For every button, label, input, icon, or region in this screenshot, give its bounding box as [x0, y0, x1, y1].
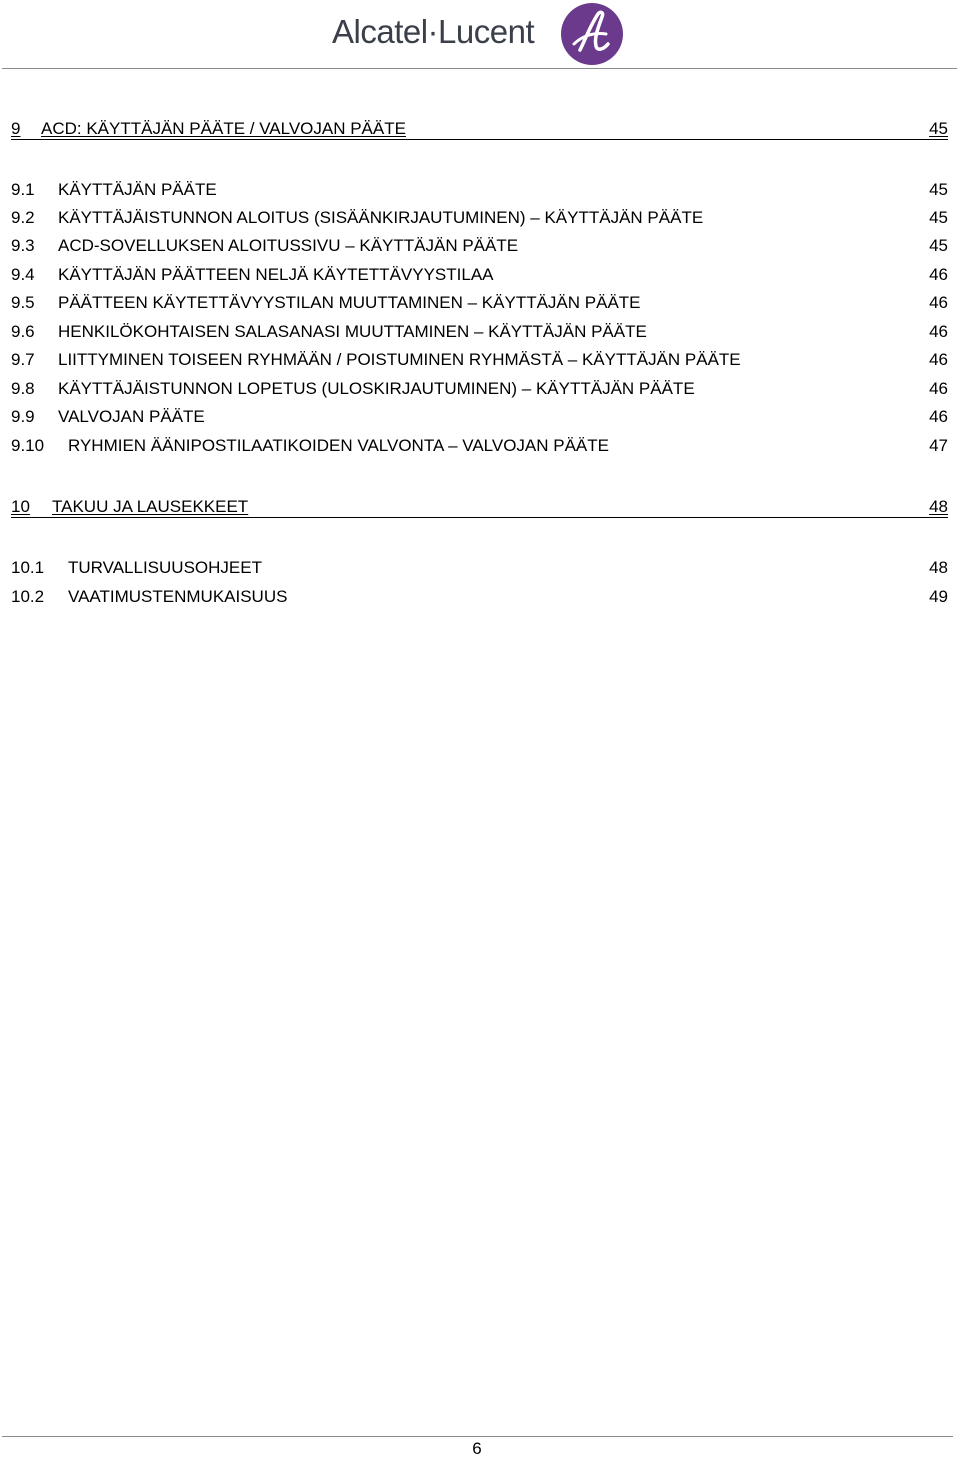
toc-number: 10.1 — [11, 558, 45, 577]
toc-title: RYHMIEN ÄÄNIPOSTILAATIKOIDEN VALVONTA – VALVOJAN PÄÄTE — [68, 436, 609, 455]
toc-item-10-1[interactable] — [11, 556, 948, 580]
toc-page: 45 — [929, 208, 948, 227]
toc-item-9-6[interactable] — [11, 320, 948, 344]
toc-page: 46 — [929, 379, 948, 398]
toc-item-9-10[interactable] — [11, 434, 948, 458]
toc-item-9-7[interactable] — [11, 348, 948, 372]
toc-title: ACD-SOVELLUKSEN ALOITUSSIVU – KÄYTTÄJÄN PÄÄTE — [58, 236, 519, 255]
toc-section-10[interactable] — [11, 495, 948, 518]
toc-title: KÄYTTÄJÄISTUNNON LOPETUS (ULOSKIRJAUTUMINEN) – KÄYTTÄJÄN PÄÄTE — [58, 379, 695, 398]
toc-number: 9.8 — [11, 379, 35, 398]
company-logo-text: Alcatel·Lucent — [332, 13, 535, 50]
toc-item-9-4[interactable] — [11, 263, 948, 287]
toc-title: TURVALLISUUSOHJEET — [68, 558, 262, 577]
toc-page: 46 — [929, 407, 948, 426]
toc-number: 9.9 — [11, 407, 35, 426]
toc-item-10-2[interactable] — [11, 585, 948, 609]
toc-number: 9.3 — [11, 236, 35, 255]
page-number: 6 — [472, 1439, 482, 1458]
toc-item-9-1[interactable] — [11, 178, 948, 202]
toc-item-9-2[interactable] — [11, 206, 948, 230]
alcatel-lucent-swirl-icon — [560, 2, 624, 66]
toc-title: KÄYTTÄJÄN PÄÄTE — [58, 180, 217, 199]
toc-page: 49 — [929, 587, 948, 606]
toc-section-9[interactable] — [11, 117, 948, 140]
toc-item-9-8[interactable] — [11, 377, 948, 401]
toc-page: 46 — [929, 293, 948, 312]
toc-number: 9.4 — [11, 265, 35, 284]
toc-title: TAKUU JA LAUSEKKEET — [52, 497, 249, 516]
toc-title: KÄYTTÄJÄN PÄÄTTEEN NELJÄ KÄYTETTÄVYYSTILAA — [58, 265, 494, 284]
toc-number: 9.10 — [11, 436, 45, 455]
toc-item-9-9[interactable] — [11, 405, 948, 429]
toc-number: 9 — [11, 119, 21, 138]
toc-number: 9.2 — [11, 208, 35, 227]
toc-number: 9.1 — [11, 180, 35, 199]
toc-title: LIITTYMINEN TOISEEN RYHMÄÄN / POISTUMINEN RYHMÄSTÄ – KÄYTTÄJÄN PÄÄTE — [58, 350, 741, 369]
toc-number: 9.6 — [11, 322, 35, 341]
toc-page: 48 — [929, 497, 948, 516]
toc-title: VALVOJAN PÄÄTE — [58, 407, 205, 426]
toc-page: 46 — [929, 350, 948, 369]
toc-item-9-5[interactable] — [11, 291, 948, 315]
toc-page: 48 — [929, 558, 948, 577]
toc-title: PÄÄTTEEN KÄYTETTÄVYYSTILAN MUUTTAMINEN – KÄYTTÄJÄN PÄÄTE — [58, 293, 641, 312]
toc-page: 46 — [929, 265, 948, 284]
toc-page: 47 — [929, 436, 948, 455]
toc-item-9-3[interactable] — [11, 234, 948, 258]
toc-page: 46 — [929, 322, 948, 341]
toc-title: VAATIMUSTENMUKAISUUS — [68, 587, 288, 606]
toc-page: 45 — [929, 119, 948, 138]
toc-title: KÄYTTÄJÄISTUNNON ALOITUS (SISÄÄNKIRJAUTUMINEN) – KÄYTTÄJÄN PÄÄTE — [58, 208, 704, 227]
toc-number: 10.2 — [11, 587, 45, 606]
toc-page: 45 — [929, 180, 948, 199]
header-divider — [2, 68, 957, 69]
toc-number: 10 — [11, 497, 30, 516]
toc-title: ACD: KÄYTTÄJÄN PÄÄTE / VALVOJAN PÄÄTE — [41, 119, 406, 138]
toc-number: 9.5 — [11, 293, 35, 312]
page-header — [0, 0, 960, 70]
toc-number: 9.7 — [11, 350, 35, 369]
toc-title: HENKILÖKOHTAISEN SALASANASI MUUTTAMINEN – KÄYTTÄJÄN PÄÄTE — [58, 322, 647, 341]
toc-page: 45 — [929, 236, 948, 255]
